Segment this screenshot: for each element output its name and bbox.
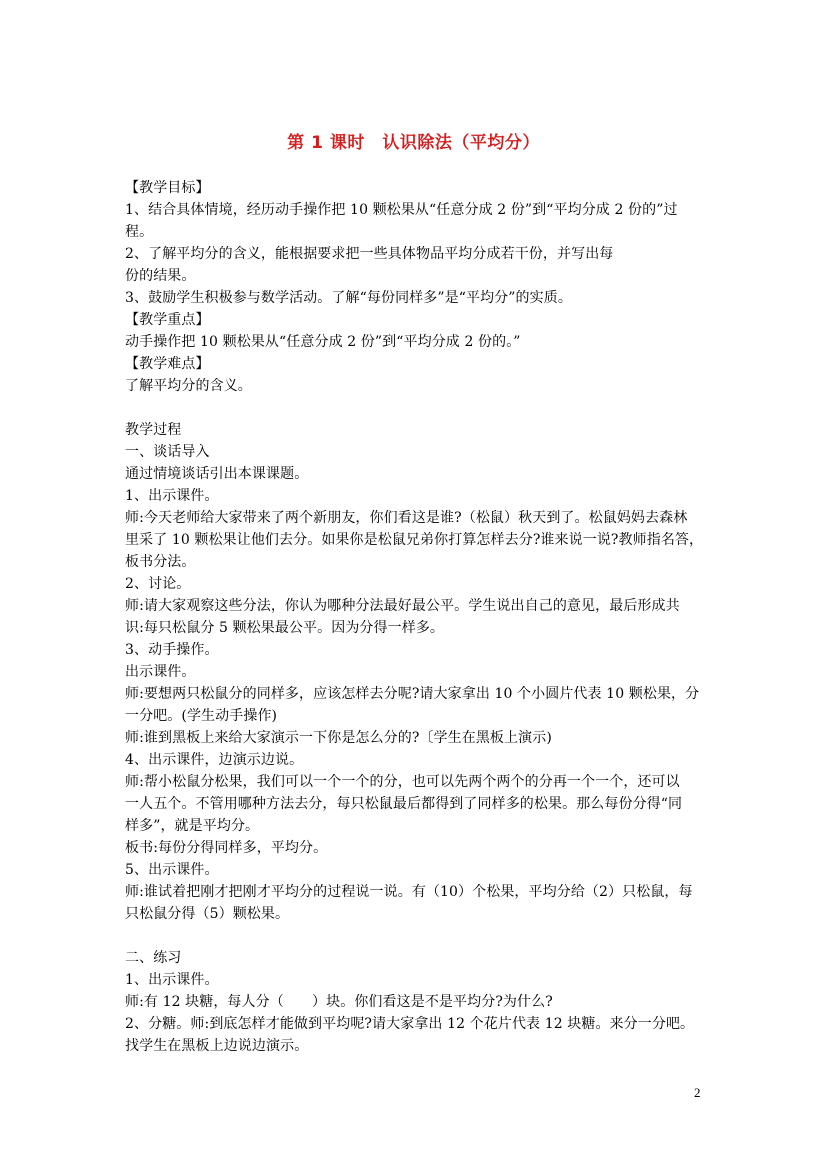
text-line: 板书分法。 xyxy=(125,554,196,570)
lesson-body xyxy=(125,177,710,1057)
text-line: 2、分糖。师:到底怎样才能做到平均呢?请大家拿出 12 个花片代表 12 块糖。来分一分吧。 xyxy=(125,1016,695,1032)
text-line: 师:谁到黑板上来给大家演示一下你是怎么分的?〔学生在黑板上演示) xyxy=(125,730,552,746)
text-line: 师:今天老师给大家带来了两个新朋友，你们看这是谁?（松鼠）秋天到了。松鼠妈妈去森林 xyxy=(125,510,688,526)
text-line: 一、谈话导入 xyxy=(125,444,210,460)
text-line: 2、了解平均分的含义，能根据要求把一些具体物品平均分成若干份，并写出每 xyxy=(125,246,614,262)
text-line: 3、动手操作。 xyxy=(125,642,219,658)
text-line: 3、鼓励学生积极参与数学活动。了解“每份同样多”是“平均分”的实质。 xyxy=(125,290,572,306)
text-line: 找学生在黑板上边说边演示。 xyxy=(125,1038,309,1054)
text-line: 5、出示课件。 xyxy=(125,862,219,878)
text-line: 2、讨论。 xyxy=(125,576,191,592)
text-line: 了解平均分的含义。 xyxy=(125,378,252,394)
lesson-title: 第 1 课时 认识除法（平均分） xyxy=(287,133,540,153)
text-line: 1、出示课件。 xyxy=(125,972,219,988)
text-line: 动手操作把 10 颗松果从“任意分成 2 份”到“平均分成 2 份的。” xyxy=(125,334,521,350)
text-line: 样多”，就是平均分。 xyxy=(125,818,260,834)
text-line: 板书:每份分得同样多，平均分。 xyxy=(125,840,328,856)
text-line: 教学过程 xyxy=(125,422,182,438)
text-line: 4、出示课件，边演示边说。 xyxy=(125,752,304,768)
blank-line xyxy=(125,397,710,419)
text-line: 识:每只松鼠分 5 颗松果最公平。因为分得一样多。 xyxy=(125,620,445,636)
text-line: 里采了 10 颗松果让他们去分。如果你是松鼠兄弟你打算怎样去分?谁来说一说?教师指名答， xyxy=(125,532,704,548)
text-line: 程。 xyxy=(125,224,154,240)
text-line: 份的结果。 xyxy=(125,268,196,284)
text-line: 师:有 12 块糖，每人分（ ）块。你们看这是不是平均分?为什么? xyxy=(125,994,553,1010)
blank-line xyxy=(125,925,710,947)
text-line: 【教学目标】 xyxy=(125,180,210,196)
text-line: 【教学难点】 xyxy=(125,356,210,372)
text-line: 师:请大家观察这些分法，你认为哪种分法最好最公平。学生说出自己的意见，最后形成共 xyxy=(125,598,680,614)
text-line: 师:帮小松鼠分松果，我们可以一个一个的分，也可以先两个两个的分再一个一个，还可以 xyxy=(125,774,680,790)
text-line: 通过情境谈话引出本课课题。 xyxy=(125,466,309,482)
text-line: 出示课件。 xyxy=(125,664,196,680)
text-line: 1、出示课件。 xyxy=(125,488,219,504)
text-line: 二、练习 xyxy=(125,950,182,966)
text-line: 只松鼠分得（5）颗松果。 xyxy=(125,906,290,922)
text-line: 师:要想两只松鼠分的同样多，应该怎样去分呢?请大家拿出 10 个小圆片代表 10 颗松果，分 xyxy=(125,686,700,702)
text-line: 一人五个。不管用哪种方法去分，每只松鼠最后都得到了同样多的松果。那么每份分得“同 xyxy=(125,796,683,812)
text-line: 一分吧。(学生动手操作) xyxy=(125,708,278,724)
page-number: 2 xyxy=(694,1085,701,1100)
text-line: 师:谁试着把刚才把刚才平均分的过程说一说。有（10）个松果，平均分给（2）只松鼠，每 xyxy=(125,884,693,900)
text-line: 【教学重点】 xyxy=(125,312,210,328)
text-line: 1、结合具体情境，经历动手操作把 10 颗松果从“任意分成 2 份”到“平均分成 2 份的”过 xyxy=(125,202,678,218)
